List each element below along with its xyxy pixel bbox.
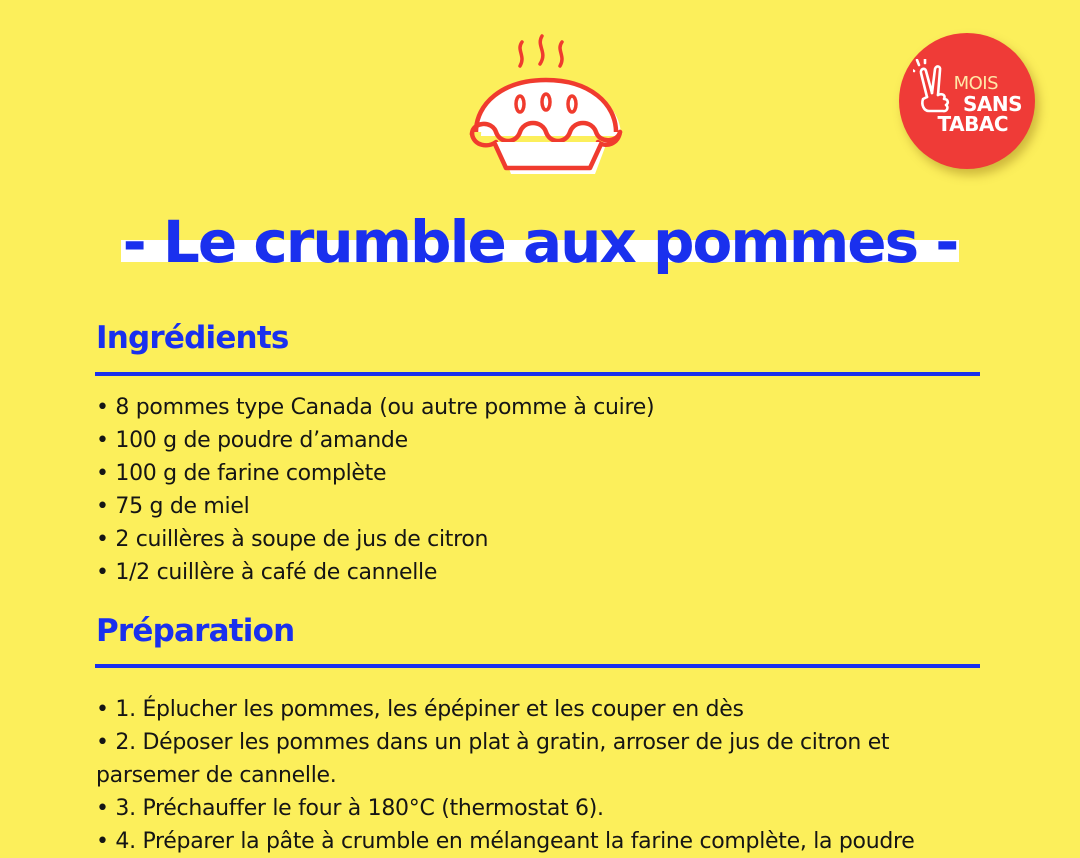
mois-sans-tabac-badge xyxy=(899,33,1035,169)
ingredient-item: • 1/2 cuillère à café de cannelle xyxy=(96,556,654,589)
badge-text xyxy=(927,74,1022,134)
preparation-heading: Préparation xyxy=(96,613,295,649)
preparation-step: • 1. Éplucher les pommes, les épépiner et les couper en dès xyxy=(96,693,976,726)
preparation-divider xyxy=(95,664,980,668)
ingredient-item: • 75 g de miel xyxy=(96,490,654,523)
preparation-step: • 2. Déposer les pommes dans un plat à gratin, arroser de jus de citron et parsemer de cannelle. xyxy=(96,726,976,792)
preparation-step: • 4. Préparer la pâte à crumble en mélangeant la farine complète, la poudre xyxy=(96,825,976,858)
ingredients-list xyxy=(96,391,654,589)
ingredient-item: • 8 pommes type Canada (ou autre pomme à cuire) xyxy=(96,391,654,424)
preparation-step: • 3. Préchauffer le four à 180°C (thermostat 6). xyxy=(96,792,976,825)
ingredient-item: • 100 g de farine complète xyxy=(96,457,654,490)
badge-line-3: TABAC xyxy=(937,112,1008,136)
badge-line-2: SANS xyxy=(962,92,1022,116)
pie-icon xyxy=(466,34,626,174)
ingredient-item: • 100 g de poudre d’amande xyxy=(96,424,654,457)
recipe-title: - Le crumble aux pommes - xyxy=(121,204,960,280)
ingredients-divider xyxy=(95,372,980,376)
ingredient-item: • 2 cuillères à soupe de jus de citron xyxy=(96,523,654,556)
title-wrap xyxy=(0,204,1080,280)
badge-line-1: MOIS xyxy=(953,73,998,94)
ingredients-heading: Ingrédients xyxy=(96,320,289,356)
preparation-list xyxy=(96,693,976,858)
